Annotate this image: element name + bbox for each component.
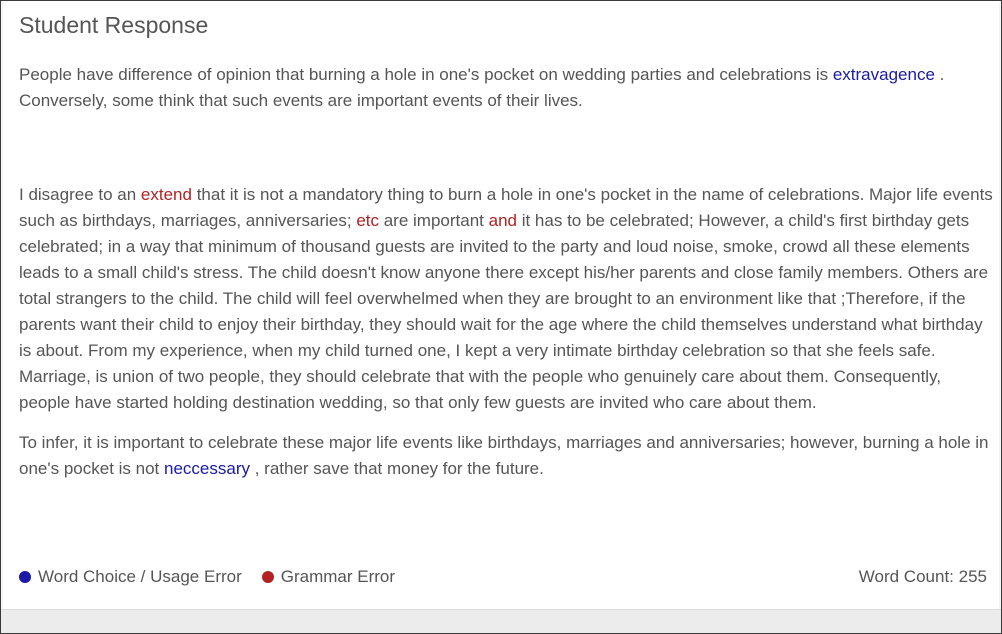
text-segment: , rather save that money for the future.: [249, 459, 544, 478]
text-segment: . Conversely, some think that such events are important events of their lives.: [19, 65, 945, 110]
grammar-error[interactable]: etc: [356, 211, 379, 230]
response-paragraph-2: [19, 182, 993, 416]
legend-grammar: [262, 567, 395, 587]
error-legend: [19, 567, 415, 587]
legend-grammar-label: Grammar Error: [280, 567, 396, 586]
word-choice-error[interactable]: neccessary: [164, 459, 250, 478]
text-segment: People have difference of opinion that burning a hole in one's pocket on wedding parties and celebrations is: [19, 65, 833, 84]
response-paragraph-1: [19, 62, 993, 114]
grammar-error[interactable]: and: [488, 211, 517, 230]
response-text: [19, 62, 993, 482]
word-count-label: Word Count:: [858, 567, 954, 586]
text-segment: it has to be celebrated; However, a child's first birthday gets celebrated; in a way that minimum of thousand guests are invited to the party and loud noise, smoke, crowd all these elements leads to a small child's stress. The child doesn't know anyone there except his/her parents and close family members. Others are total strangers to the child. The child will feel overwhelmed when they are brought to an environment like that ;Therefore, if the parents want their child to enjoy their birthday, they should wait for the age where the child themselves understand what birthday is about. From my experience, when my child turned one, I kept a very intimate birthday celebration so that she feels safe. Marriage, is union of two people, they should celebrate that with the people who genuinely care about them. Consequently, people have started holding destination wedding, so that only few guests are invited who care about them.: [19, 211, 989, 412]
grammar-error[interactable]: extend: [140, 185, 192, 204]
bottom-strip: [1, 609, 1001, 634]
text-segment: To infer, it is important to celebrate these major life events like birthdays, marriages and anniversaries; however, burning a hole in one's pocket is not: [19, 433, 989, 478]
student-response-card: [3, 1, 999, 609]
card-title: Student Response: [19, 12, 209, 38]
blue-dot-icon: [19, 571, 31, 583]
legend-word-choice-label: Word Choice / Usage Error: [38, 567, 242, 586]
word-count-value: 255: [958, 567, 987, 586]
word-choice-error[interactable]: extravagence: [832, 65, 935, 84]
response-paragraph-3: [19, 430, 993, 482]
legend-word-choice: [19, 567, 242, 587]
text-segment: are important: [379, 211, 489, 230]
text-segment: I disagree to an: [19, 185, 141, 204]
word-count: [859, 567, 987, 587]
text-segment: that it is not a mandatory thing to burn a hole in one's pocket in the name of celebrations. Major life events such as birthdays, marriages, anniversaries;: [19, 185, 993, 230]
red-dot-icon: [262, 571, 274, 583]
